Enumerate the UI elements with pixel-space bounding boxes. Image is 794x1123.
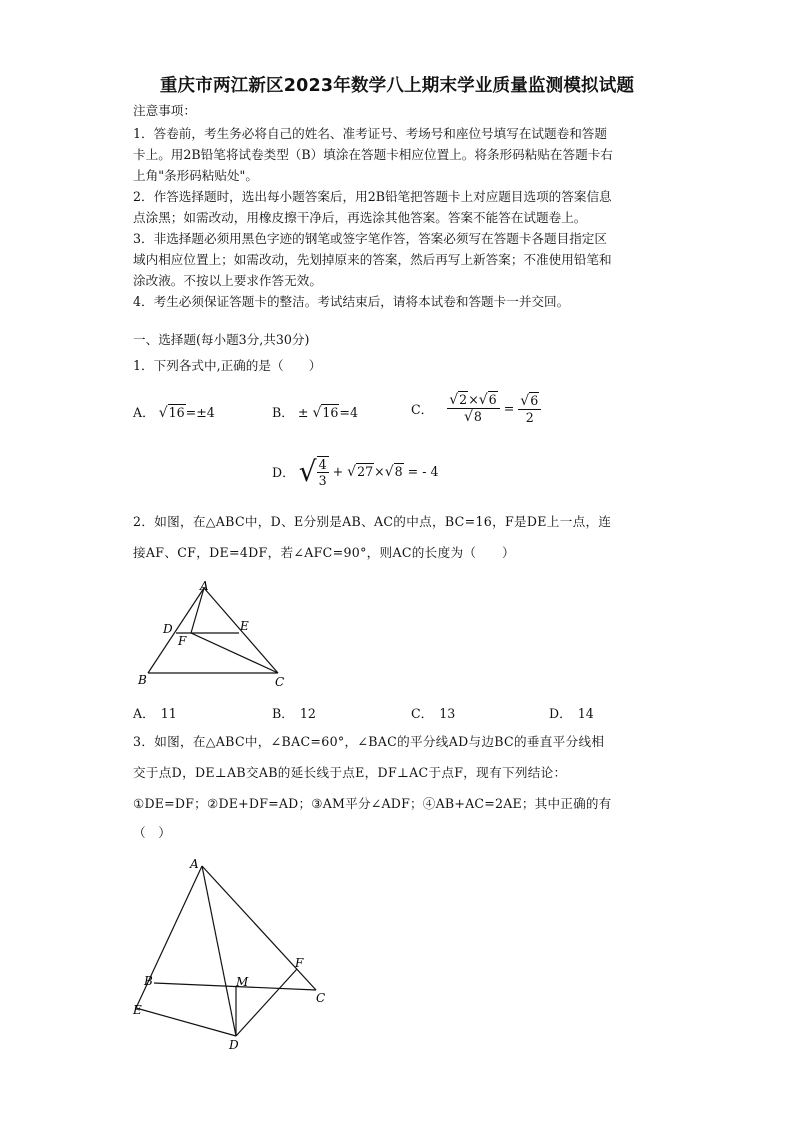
fraction: [317, 456, 329, 488]
label-C: C: [275, 675, 285, 689]
q3-line3: ①DE=DF；②DE+DF=AD；③AM平分∠ADF；④AB+AC=2AE；其中正确的有: [133, 796, 612, 811]
q1-option-a[interactable]: [133, 402, 215, 421]
sqrt-icon: √: [298, 455, 317, 488]
label-D: D: [229, 1038, 239, 1052]
plus-minus: ±: [297, 405, 309, 420]
option-value: 12: [299, 706, 316, 721]
radicand: 6: [530, 392, 539, 408]
sqrt-icon: √: [312, 405, 322, 421]
q3-figure: [128, 852, 338, 1057]
q2-option-a[interactable]: [133, 703, 177, 722]
notice-line: 3．非选择题必须用黑色字迹的钢笔或签字笔作答，答案必须写在答题卡各题目指定区: [133, 231, 607, 246]
notice-line: 2．作答选择题时，选出每小题答案后，用2B铅笔把答题卡上对应题目选项的答案信息: [133, 189, 612, 204]
label-E: E: [133, 1003, 142, 1017]
label-D: D: [163, 622, 173, 636]
notice-line: 4．考生必须保证答题卡的整洁。考试结束后，请将本试卷和答题卡一并交回。: [133, 294, 570, 309]
option-label: A．: [133, 405, 155, 420]
label-B: B: [144, 974, 153, 988]
notice-heading: 注意事项：: [133, 103, 196, 118]
option-value: 14: [577, 706, 594, 721]
q2-option-c[interactable]: [411, 703, 455, 722]
q2-line2: 接AF、CF，DE=4DF，若∠AFC=90°，则AC的长度为（ ）: [133, 545, 515, 560]
option-label: B．: [272, 706, 294, 721]
q1-option-d[interactable]: [272, 455, 438, 488]
label-A: A: [190, 857, 199, 871]
label-A: A: [200, 579, 209, 593]
notice-line: 涂改液。不按以上要求作答无效。: [133, 273, 322, 288]
label-F: F: [178, 634, 187, 648]
radicand: 16: [322, 405, 339, 420]
notice-line: 域内相应位置上；如需改动，先划掉原来的答案，然后再写上新答案；不准使用铅笔和: [133, 252, 612, 267]
option-label: C．: [411, 706, 434, 721]
option-label: C．: [411, 402, 434, 417]
label-E: E: [240, 619, 249, 633]
option-rest: =±4: [185, 405, 215, 420]
section-heading: 一、选择题(每小题3分,共30分): [133, 332, 310, 347]
q2-line1: 2．如图，在△ABC中，D、E分别是AB、AC的中点，BC=16，F是DE上一点，连: [133, 514, 612, 529]
radicand: 8: [394, 463, 403, 479]
option-value: 13: [439, 706, 456, 721]
sqrt-icon: √: [384, 463, 394, 480]
label-F: F: [295, 956, 304, 970]
sqrt-icon: √: [464, 409, 473, 425]
radicand: 27: [357, 463, 374, 479]
equals: =: [503, 401, 515, 416]
q3-answer-brackets[interactable]: （ ）: [133, 825, 171, 840]
fraction: [447, 392, 499, 425]
plus: +: [332, 464, 344, 479]
option-value: 11: [160, 706, 177, 721]
label-C: C: [316, 991, 326, 1005]
q2-option-b[interactable]: [272, 703, 316, 722]
q3-line2: 交于点D，DE⊥AB交AB的延长线于点E，DF⊥AC于点F，现有下列结论：: [133, 765, 567, 780]
option-rest: =4: [339, 405, 358, 420]
option-label: A．: [133, 706, 155, 721]
radicand: 6: [488, 392, 497, 407]
denominator: 2: [525, 409, 534, 425]
q1-option-b[interactable]: [272, 402, 358, 421]
sqrt-icon: √: [478, 392, 488, 408]
q1-option-c[interactable]: [411, 392, 541, 425]
sqrt-icon: √: [347, 463, 357, 480]
notice-line: 上角"条形码粘贴处"。: [133, 168, 258, 183]
sqrt-icon: √: [520, 392, 530, 409]
radicand: 8: [473, 409, 482, 424]
option-label: D．: [272, 465, 295, 480]
notice-block: [133, 123, 613, 312]
option-rest: = - 4: [407, 464, 439, 479]
sqrt-icon: √: [158, 405, 168, 421]
times: ×: [468, 392, 479, 407]
sqrt-icon: √: [449, 392, 459, 408]
notice-line: 卡上。用2B铅笔将试卷类型（B）填涂在答题卡相应位置上。将条形码粘贴在答题卡右: [133, 147, 613, 162]
q3-line1: 3．如图，在△ABC中，∠BAC=60°，∠BAC的平分线AD与边BC的垂直平分线相: [133, 734, 605, 749]
radicand: 2: [459, 392, 468, 407]
numerator: 4: [318, 456, 327, 472]
option-label: B．: [272, 405, 294, 420]
q2-option-d[interactable]: [549, 703, 594, 722]
label-M: M: [236, 975, 249, 989]
notice-line: 1．答卷前，考生务必将自己的姓名、准考证号、考场号和座位号填写在试题卷和答题: [133, 126, 607, 141]
q2-figure: [130, 578, 300, 693]
fraction: [518, 393, 541, 425]
denominator: 3: [318, 472, 327, 488]
radicand: 16: [168, 405, 185, 420]
option-label: D．: [549, 706, 572, 721]
q1-stem: 1．下列各式中,正确的是（ ）: [133, 358, 322, 373]
page-title: 重庆市两江新区2023年数学八上期末学业质量监测模拟试题: [159, 76, 635, 96]
times: ×: [374, 463, 385, 479]
notice-line: 点涂黑；如需改动，用橡皮擦干净后，再选涂其他答案。答案不能答在试题卷上。: [133, 210, 587, 225]
label-B: B: [138, 673, 147, 687]
